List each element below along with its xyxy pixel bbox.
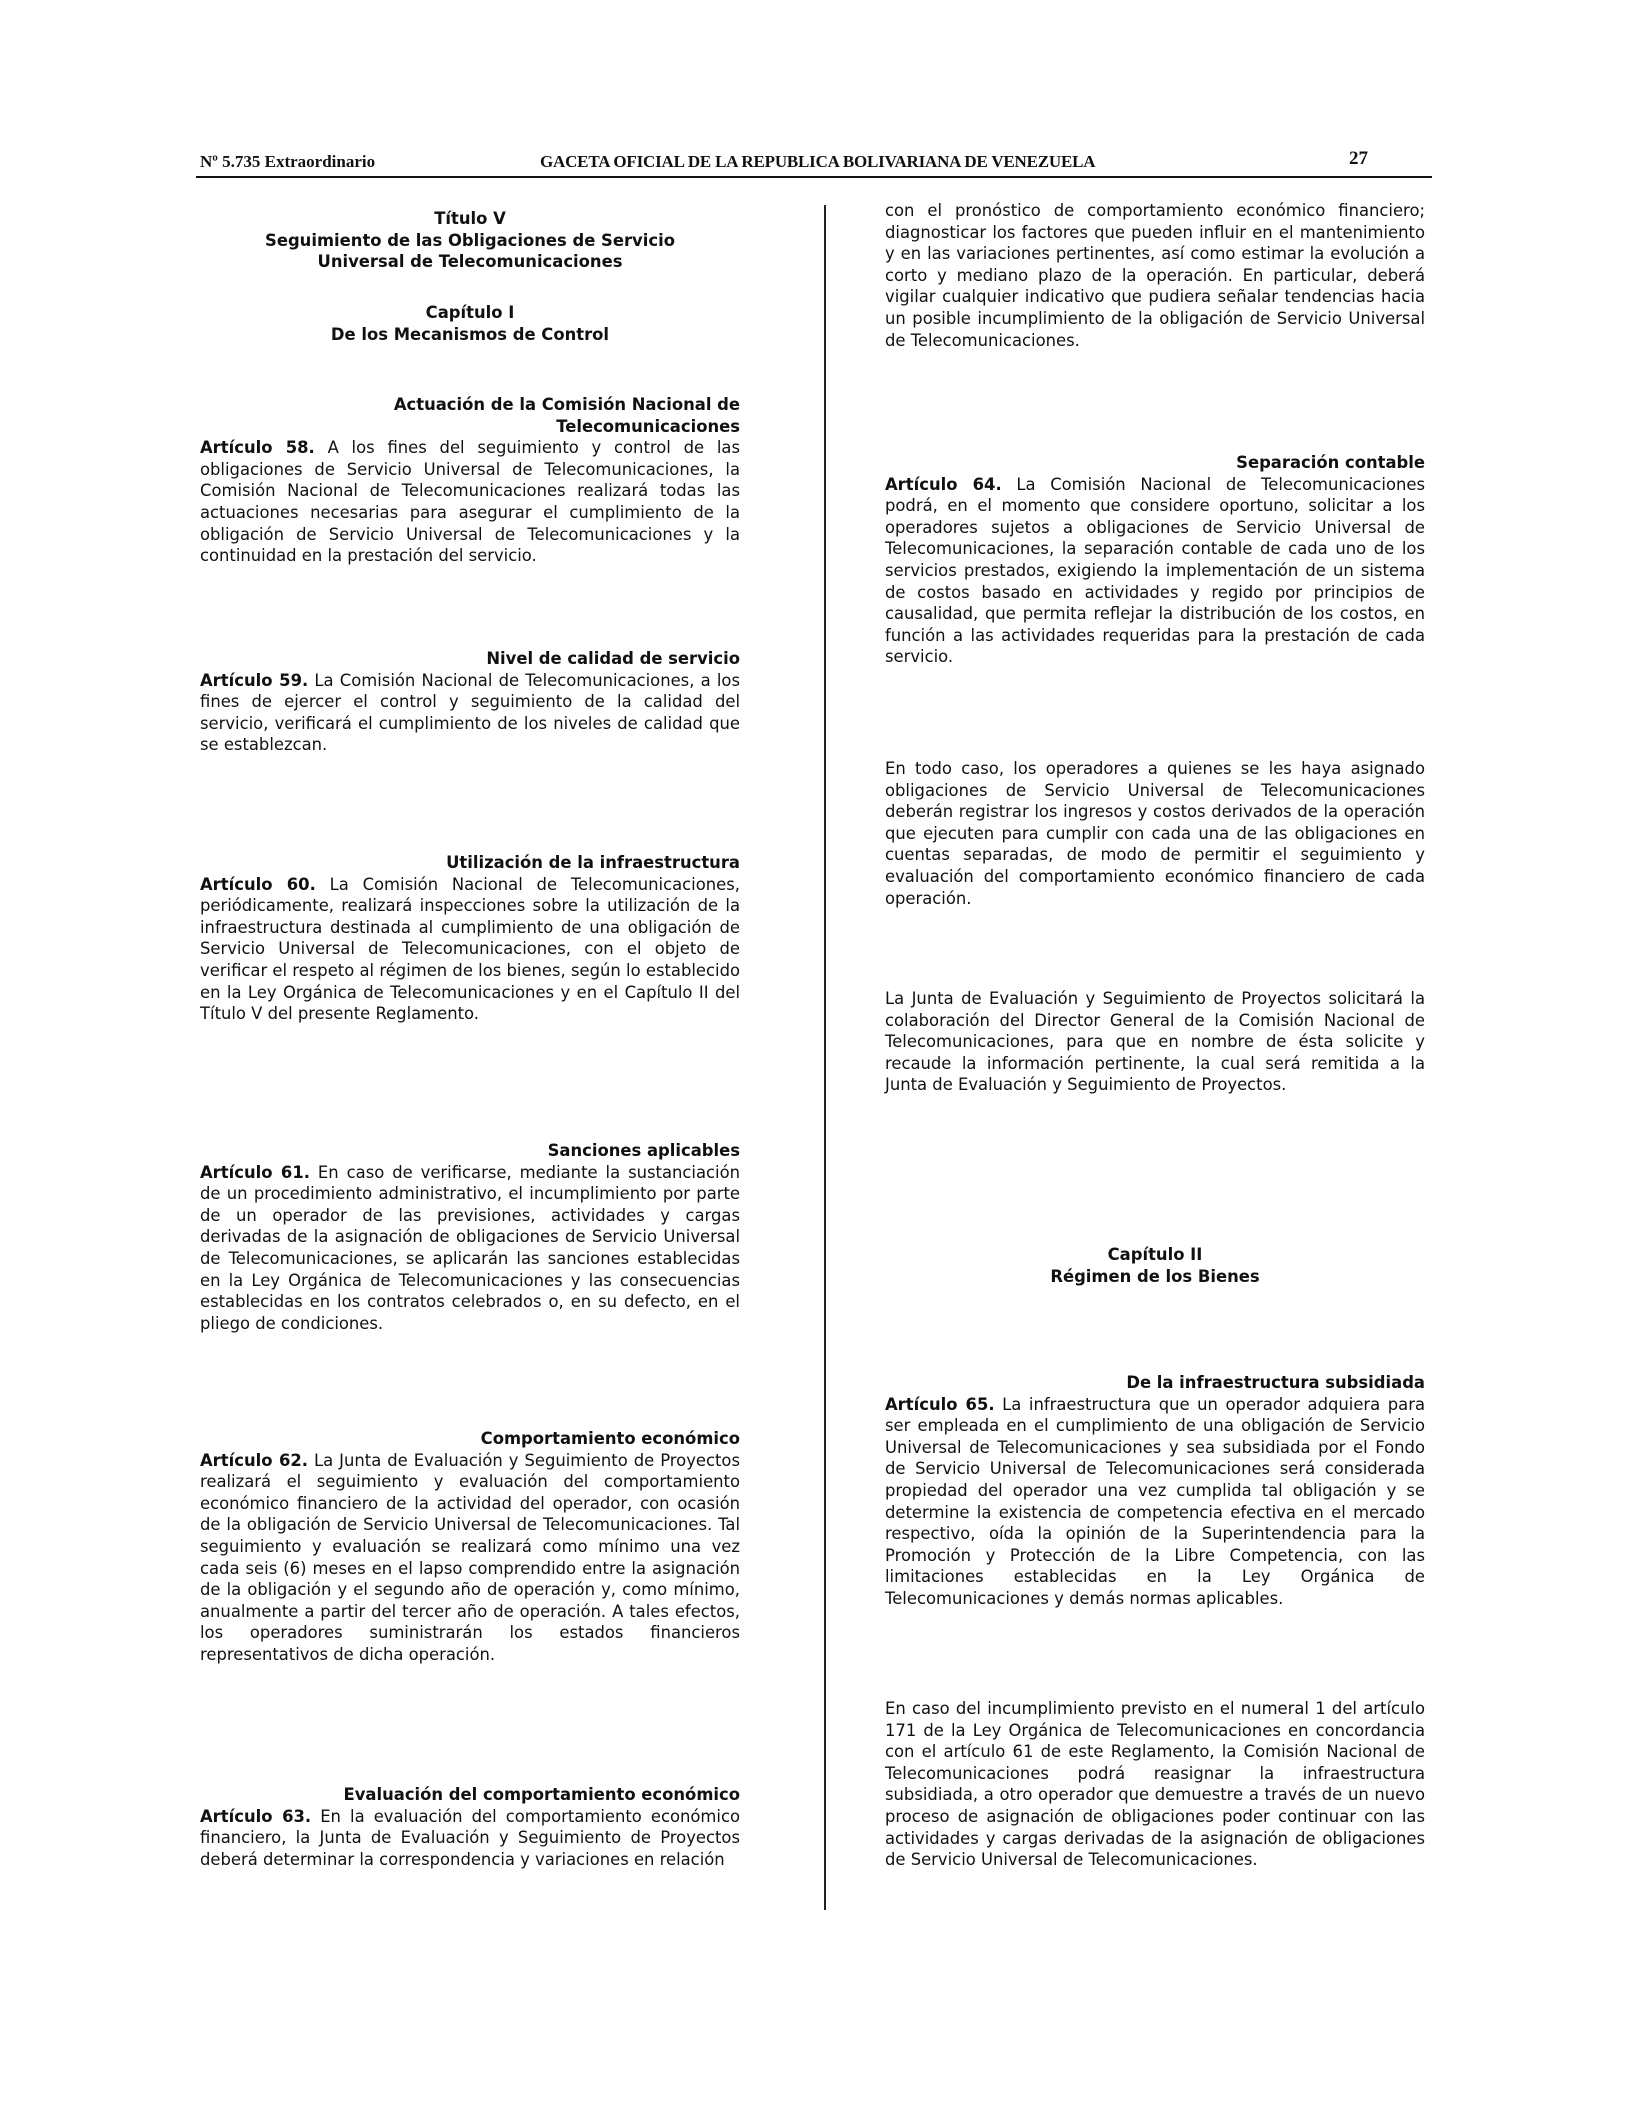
article-body (200, 1450, 740, 1666)
article-text: A los fines del seguimiento y control de las obligaciones de Servicio Universal de Telecomunicaciones, la Comisión Nacional de Telecomunicaciones realizará todas las actuaciones necesarias para asegurar el cumplimiento de la obligación de Servicio Universal de Telecomunicaciones y la continuidad en la prestación del servicio. (200, 438, 740, 566)
article-heading: Utilización de la infraestructura (446, 853, 740, 872)
article-body (200, 1162, 740, 1335)
publication-title: GACETA OFICIAL DE LA REPUBLICA BOLIVARIANA DE VENEZUELA (540, 152, 1096, 171)
article-body (200, 670, 740, 756)
chapter-i-subtitle: De los Mecanismos de Control (330, 324, 610, 344)
article-text: En caso del incumplimiento previsto en el numeral 1 del artículo 171 de la Ley Orgánica de Telecomunicaciones en concordancia con el artículo 61 de este Reglamento, la Comisión Nacional de Telecomunicaciones podrá reasignar la infraestructura subsidiada, a otro operador que demuestre a través de un nuevo proceso de asignación de obligaciones poder continuar con las actividades y cargas derivadas de la asignación de obligaciones de Servicio Universal de Telecomunicaciones. (885, 1699, 1425, 1870)
article-text: En caso de verificarse, mediante la sustanciación de un procedimiento administrativo, el incumplimiento por parte de un operador de las previsiones, actividades y cargas derivadas de la asignación de obligaciones de Servicio Universal de Telecomunicaciones, se aplicarán las sanciones establecidas en la Ley Orgánica de Telecomunicaciones y las consecuencias establecidas en los contratos celebrados o, en su defecto, en el pliego de condiciones. (200, 1162, 741, 1333)
article-number: Artículo 60. (200, 874, 316, 894)
article-number: Artículo 65. (885, 1394, 995, 1414)
article-heading: Actuación de la Comisión Nacional de Telecomunicaciones (393, 395, 740, 436)
title-v: Título V (434, 209, 506, 228)
article-text: La infraestructura que un operador adquiera para ser empleada en el cumplimiento de una obligación de Servicio Universal de Telecomunicaciones y sea subsidiada por el Fondo de Servicio Universal de Telecomunicaciones será considerada propiedad del operador una vez cumplida tal obligación y se determine la existencia de competencia efectiva en el mercado respectivo, oída la opinión de la Superintendencia para la Promoción y Protección de la Libre Competencia, con las limitaciones establecidas en la Ley Orgánica de Telecomunicaciones y demás normas aplicables. (885, 1394, 1425, 1608)
article-number: Artículo 59. (200, 670, 309, 690)
article-65 (885, 1372, 1425, 1610)
article-text: con el pronóstico de comportamiento económico financiero; diagnosticar los factores que pueden influir en el mantenimiento y en las variaciones pertinentes, así como estimar la evolución a corto y mediano plazo de la operación. En particular, deberá vigilar cualquier indicativo que pudiera señalar tendencias hacia un posible incumplimiento de la obligación de Servicio Universal de Telecomunicaciones. (885, 201, 1425, 350)
article-61 (200, 1140, 740, 1334)
article-text: La Comisión Nacional de Telecomunicaciones, a los fines de ejercer el control y seguimiento de la calidad del servicio, verificará el cumplimiento de los niveles de calidad que se establezcan. (200, 670, 740, 755)
article-text: La Comisión Nacional de Telecomunicaciones, periódicamente, realizará inspecciones sobre la utilización de la infraestructura destinada al cumplimiento de una obligación de Servicio Universal de Telecomunicaciones, con el objeto de verificar el respeto al régimen de los bienes, según lo establecido en la Ley Orgánica de Telecomunicaciones y en el Capítulo II del Título V del presente Reglamento. (200, 874, 740, 1024)
article-body (200, 437, 740, 567)
article-text: La Comisión Nacional de Telecomunicaciones podrá, en el momento que considere oportuno, solicitar a los operadores sujetos a obligaciones de Servicio Universal de Telecomunicaciones, la separación contable de cada uno de los servicios prestados, exigiendo la implementación de un sistema de costos basado en actividades y regido por principios de causalidad, que permita reflejar la distribución de los costos, en función a las actividades requeridas para la prestación de cada servicio. (885, 474, 1425, 667)
chapter-ii-subtitle: Régimen de los Bienes (1050, 1266, 1260, 1286)
article-58 (200, 394, 740, 567)
issue-label: Nº 5.735 Extraordinario (200, 152, 376, 171)
article-text: En la evaluación del comportamiento económico financiero, la Junta de Evaluación y Seguimiento de Proyectos deberá determinar la correspondencia y variaciones en relación (200, 1806, 740, 1869)
article-64-paragraph-2 (885, 758, 1425, 909)
article-number: Artículo 61. (200, 1162, 310, 1182)
article-body (200, 1806, 740, 1871)
article-heading: Sanciones aplicables (547, 1141, 740, 1160)
article-heading: Separación contable (1236, 453, 1425, 472)
article-heading: Comportamiento económico (480, 1429, 740, 1448)
article-text: La Junta de Evaluación y Seguimiento de Proyectos realizará el seguimiento y evaluación del comportamiento económico financiero de la actividad del operador, con ocasión de la obligación de Servicio Universal de Telecomunicaciones. Tal seguimiento y evaluación se realizará como mínimo una vez cada seis (6) meses en el lapso comprendido entre la asignación de la obligación y el segundo año de operación y, como mínimo, anualmente a partir del tercer año de operación. A tales efectos, los operadores suministrarán los estados financieros representativos de dicha operación. (200, 1450, 740, 1664)
article-heading: Evaluación del comportamiento económico (343, 1785, 740, 1804)
article-text: La Junta de Evaluación y Seguimiento de Proyectos solicitará la colaboración del Director General de la Comisión Nacional de Telecomunicaciones, para que en nombre de ésta solicite y recaude la información pertinente, la cual será remitida a la Junta de Evaluación y Seguimiento de Proyectos. (885, 989, 1425, 1095)
article-60 (200, 852, 740, 1025)
chapter-ii: Capítulo II (1107, 1245, 1203, 1264)
article-body (200, 874, 740, 1025)
header-rule (196, 176, 1432, 178)
title-v-block (200, 208, 740, 273)
article-number: Artículo 62. (200, 1450, 309, 1470)
article-59 (200, 648, 740, 756)
article-64-paragraph-3 (885, 988, 1425, 1096)
column-divider (824, 205, 826, 1910)
article-body (885, 1394, 1425, 1610)
article-heading: Nivel de calidad de servicio (486, 649, 740, 668)
article-65-paragraph-2 (885, 1698, 1425, 1871)
article-62 (200, 1428, 740, 1666)
article-body (885, 474, 1425, 668)
chapter-ii-block (885, 1244, 1425, 1287)
chapter-i: Capítulo I (425, 303, 515, 322)
page-number: 27 (1349, 148, 1368, 169)
article-number: Artículo 63. (200, 1806, 312, 1826)
article-63-continued (885, 200, 1425, 351)
article-number: Artículo 64. (885, 474, 1002, 494)
article-64 (885, 452, 1425, 668)
article-63 (200, 1784, 740, 1870)
article-text: En todo caso, los operadores a quienes se les haya asignado obligaciones de Servicio Universal de Telecomunicaciones deberán registrar los ingresos y costos derivados de la operación que ejecuten para cumplir con cada una de las obligaciones en cuentas separadas, de modo de permitir el seguimiento y evaluación del comportamiento económico financiero de cada operación. (885, 759, 1425, 908)
title-v-subtitle: Seguimiento de las Obligaciones de Servicio Universal de Telecomunicaciones (265, 230, 675, 272)
article-heading: De la infraestructura subsidiada (1126, 1373, 1425, 1392)
article-number: Artículo 58. (200, 438, 315, 458)
chapter-i-block (200, 302, 740, 345)
